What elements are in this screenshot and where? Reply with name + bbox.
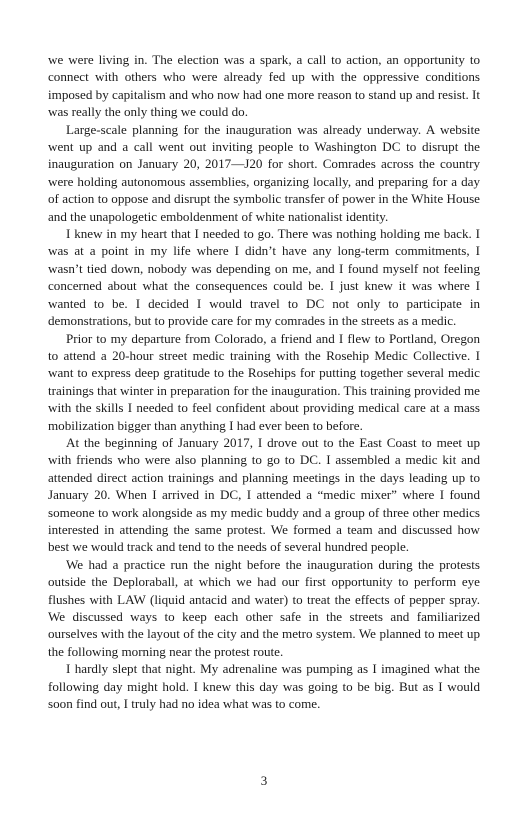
paragraph-4: Prior to my departure from Colorado, a friend and I flew to Portland, Oregon to attend a 20-hour street medic training with the Rosehip Medic Collective. I want to express deep gratitude to the Rosehips for putting together several medic trainings that winter in preparation for the inauguration. This training provided me with the skills I needed to feel confident about providing medical care at a mass mobilization bigger than anything I had ever been to before.: [48, 330, 480, 433]
page-number: 3: [260, 773, 268, 788]
paragraph-2: Large-scale planning for the inauguration was already underway. A website went up and a call went out inviting people to Washington DC to disrupt the inauguration on January 20, 2017—J20 for short. Comrades across the country were holding autonomous assemblies, organizing locally, and preparing for a day of action to oppose and disrupt the symbolic transfer of power in the White House and the unapologetic emboldenment of white nationalist identity.: [48, 121, 480, 224]
paragraph-5: At the beginning of January 2017, I drove out to the East Coast to meet up with friends who were also planning to go to DC. I assembled a medic kit and attended direct action trainings and planning meetings in the days leading up to January 20. When I arrived in DC, I attended a “medic mixer” where I found someone to work alongside as my medic buddy and a group of three other medics interested in attending the same protest. We formed a team and discussed how best we would track and tend to the needs of several hundred people.: [48, 434, 480, 555]
paragraph-1: we were living in. The election was a spark, a call to action, an opportunity to connect with others who were already fed up with the oppressive conditions imposed by capitalism and who now had one more reason to stand up and resist. It was really the only thing we could do.: [48, 52, 481, 120]
paragraph-6: We had a practice run the night before the inauguration during the protests outside the Deploraball, at which we had our first opportunity to perform eye flushes with LAW (liquid antacid and water) to treat the effects of pepper spray. We discussed ways to keep each other safe in the streets and familiarized ourselves with the layout of the city and the metro system. We planned to meet up the following morning near the protest route.: [48, 556, 480, 659]
paragraph-3: I knew in my heart that I needed to go. There was nothing holding me back. I was at a point in my life where I didn’t have any long-term commitments, I wasn’t tied down, nobody was depending on me, and I found myself not feeling concerned about what the consequences could be. I just knew it was where I wanted to be. I decided I would travel to DC not only to participate in demonstrations, but to provide care for my comrades in the streets as a medic.: [48, 226, 480, 329]
body-text: [48, 51, 480, 712]
paragraph-7: I hardly slept that night. My adrenaline was pumping as I imagined what the following day might hold. I knew this day was going to be big. But as I would soon find out, I truly had no idea what was to come.: [48, 661, 480, 712]
